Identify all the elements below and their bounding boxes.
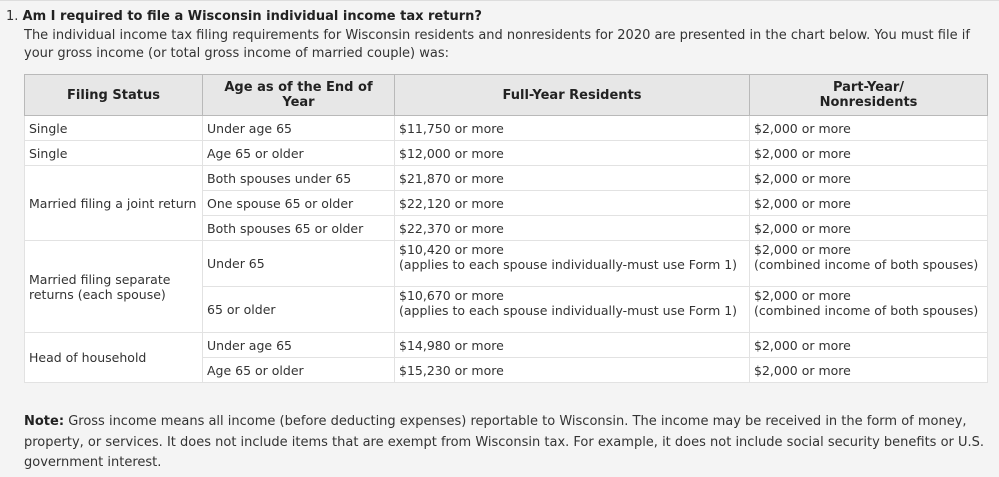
full-year-cell: $15,230 or more [395, 358, 750, 383]
header-part-year-line1: Part-Year/ [832, 80, 905, 95]
full-year-cell: $11,750 or more [395, 116, 750, 141]
part-year-cell [750, 241, 988, 287]
full-year-note: (applies to each spouse individually-must use Form 1) [399, 303, 738, 318]
full-year-cell: $22,370 or more [395, 216, 750, 241]
table-row [25, 116, 988, 141]
age-cell: 65 or older [203, 287, 395, 333]
note-paragraph [24, 412, 989, 474]
filing-status-cell: Married filing separate returns (each spouse) [25, 241, 203, 333]
filing-status-cell: Single [25, 141, 203, 166]
part-year-cell: $2,000 or more [750, 358, 988, 383]
table-row [25, 241, 988, 287]
part-year-cell: $2,000 or more [750, 141, 988, 166]
filing-requirements-table [24, 74, 988, 383]
intro-paragraph: The individual income tax filing requirements for Wisconsin residents and nonresidents for 2020 are presented in the chart below. You must file if your gross income (or total gross income of married couple) was: [24, 28, 970, 61]
note-label: Note: [24, 414, 65, 429]
full-year-cell [395, 241, 750, 287]
table-row [25, 141, 988, 166]
filing-status-cell: Head of household [25, 333, 203, 383]
part-year-cell: $2,000 or more [750, 116, 988, 141]
header-age: Age as of the End of Year [203, 75, 395, 116]
full-year-cell: $14,980 or more [395, 333, 750, 358]
table-row [25, 166, 988, 191]
header-part-year-nonresidents [750, 75, 988, 116]
full-year-amount: $10,670 or more [399, 288, 504, 303]
table-header-row [25, 75, 988, 116]
note-text: Gross income means all income (before deducting expenses) reportable to Wisconsin. The income may be received in the form of money, property, or services. It does not include items that are exempt from Wisconsin tax. For example, it does not include social security benefits or U.S. government interest. [24, 414, 985, 470]
part-year-cell: $2,000 or more [750, 216, 988, 241]
part-year-amount: $2,000 or more [754, 242, 851, 257]
age-cell: Age 65 or older [203, 141, 395, 166]
age-cell: Age 65 or older [203, 358, 395, 383]
full-year-cell [395, 287, 750, 333]
part-year-note: (combined income of both spouses) [754, 303, 979, 318]
age-cell: One spouse 65 or older [203, 191, 395, 216]
full-year-cell: $12,000 or more [395, 141, 750, 166]
full-year-amount: $10,420 or more [399, 242, 504, 257]
age-cell: Under 65 [203, 241, 395, 287]
age-cell: Both spouses under 65 [203, 166, 395, 191]
header-part-year-line2: Nonresidents [819, 95, 918, 110]
question-heading [6, 8, 482, 26]
question-number: 1. [6, 9, 19, 24]
age-cell: Both spouses 65 or older [203, 216, 395, 241]
age-cell: Under age 65 [203, 333, 395, 358]
part-year-cell: $2,000 or more [750, 166, 988, 191]
question-text: Am I required to file a Wisconsin individual income tax return? [22, 9, 482, 24]
header-filing-status: Filing Status [25, 75, 203, 116]
part-year-cell: $2,000 or more [750, 191, 988, 216]
full-year-note: (applies to each spouse individually-must use Form 1) [399, 257, 738, 272]
filing-status-cell: Single [25, 116, 203, 141]
age-cell: Under age 65 [203, 116, 395, 141]
full-year-cell: $21,870 or more [395, 166, 750, 191]
table-row [25, 333, 988, 358]
part-year-note: (combined income of both spouses) [754, 257, 979, 272]
part-year-cell: $2,000 or more [750, 333, 988, 358]
header-full-year-residents: Full-Year Residents [395, 75, 750, 116]
filing-status-cell: Married filing a joint return [25, 166, 203, 241]
part-year-cell [750, 287, 988, 333]
full-year-cell: $22,120 or more [395, 191, 750, 216]
top-divider [0, 0, 999, 1]
part-year-amount: $2,000 or more [754, 288, 851, 303]
